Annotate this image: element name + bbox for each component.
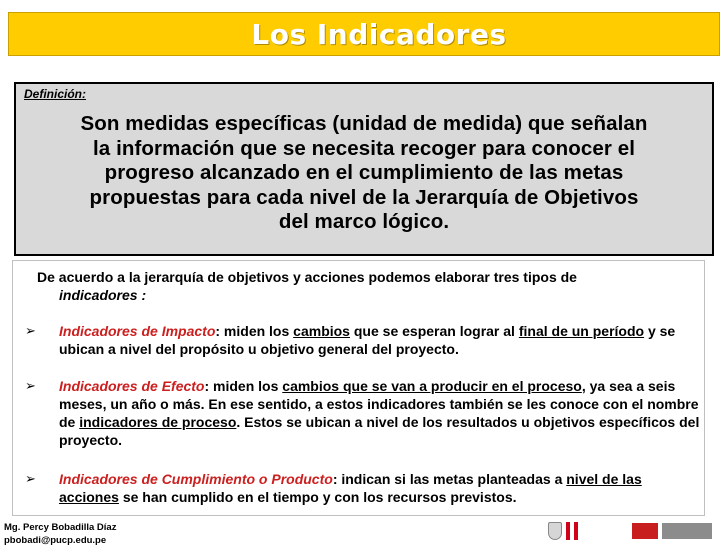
- red-block-logo-icon: [632, 523, 658, 539]
- flag-icon: [566, 522, 578, 540]
- definition-line: propuestas para cada nivel de la Jerarquía de Objetivos: [89, 185, 639, 209]
- list-item-impacto: [25, 322, 701, 358]
- arrow-bullet-icon: ➢: [25, 471, 36, 486]
- page-title: Los Indicadores: [251, 17, 507, 51]
- footer-credits: [4, 521, 116, 547]
- indicator-name: Indicadores de Efecto: [59, 378, 205, 394]
- list-item-text: Indicadores de Efecto: miden los cambios que se van a producir en el proceso, ya sea a seis meses, un año o más. En ese sentido, a estos indicadores también se les conoce con el nombre de indicadores de proceso. Estos se ubican a nivel de los resultados u objetivos específicos del proyecto.: [59, 378, 700, 448]
- title-banner: [8, 12, 720, 56]
- definition-text: [20, 112, 708, 235]
- gray-block-logo-icon: [662, 523, 712, 539]
- definition-line: Son medidas específicas (unidad de medida) que señalan: [80, 112, 648, 135]
- author-name: Mg. Percy Bobadilla Díaz: [4, 522, 117, 533]
- peru-ministry-logo-icon: [566, 521, 628, 541]
- list-item-text: Indicadores de Cumplimiento o Producto: indican si las metas planteadas a nivel de las acciones se han cumplido en el tiempo y con los recursos previstos.: [59, 471, 642, 505]
- indicator-name: Indicadores de Cumplimiento o Producto: [59, 471, 333, 487]
- definition-line: progreso alcanzado en el cumplimiento de las metas: [104, 161, 624, 184]
- indicator-types-panel: [12, 260, 705, 516]
- definition-label: Definición:: [24, 87, 86, 101]
- list-item-producto: [25, 470, 701, 506]
- intro-line: De acuerdo a la jerarquía de objetivos y acciones podemos elaborar tres tipos de: [37, 269, 577, 285]
- arrow-bullet-icon: ➢: [25, 323, 36, 338]
- list-item-efecto: [25, 377, 701, 449]
- arrow-bullet-icon: ➢: [25, 378, 36, 393]
- intro-paragraph: [37, 268, 697, 304]
- list-item-text: Indicadores de Impacto: miden los cambios que se esperan lograr al final de un período y se ubican a nivel del propósito u objetivo general del proyecto.: [59, 323, 676, 357]
- definition-line: del marco lógico.: [278, 210, 450, 233]
- definition-line: la información que se necesita recoger para conocer el: [92, 136, 636, 160]
- intro-line: indicadores :: [59, 287, 147, 303]
- sponsor-logos: [548, 518, 712, 544]
- author-email: pbobadi@pucp.edu.pe: [4, 535, 107, 546]
- indicator-name: Indicadores de Impacto: [59, 323, 216, 339]
- definition-box: [14, 82, 714, 256]
- shield-logo-icon: [548, 522, 562, 540]
